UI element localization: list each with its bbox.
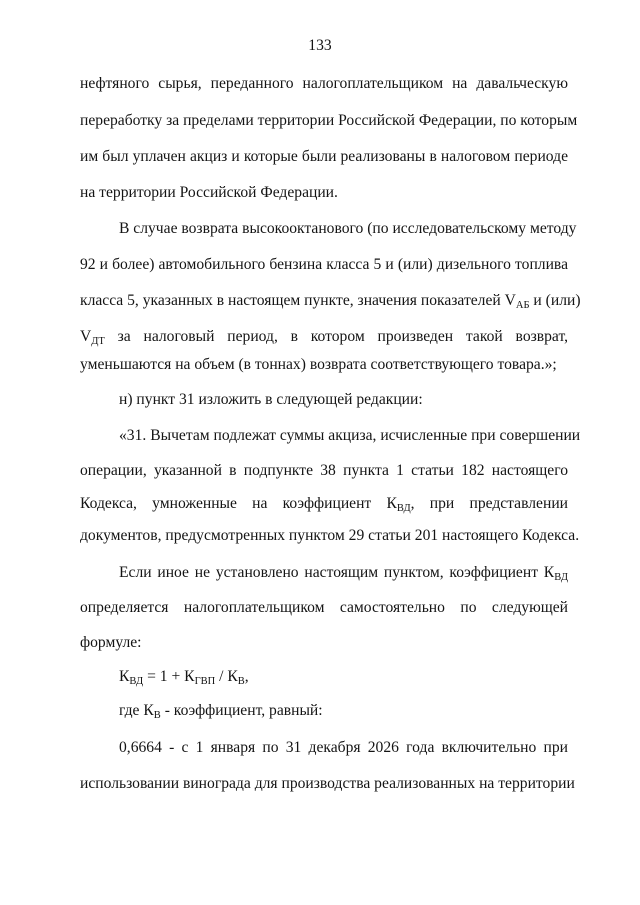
text-line xyxy=(80,291,581,311)
text-fragment: / К xyxy=(215,668,238,685)
text-line: документов, предусмотренных пунктом 29 статьи 201 настоящего Кодекса. xyxy=(80,527,580,544)
text-line: им был уплачен акциз и которые были реализованы в налоговом периоде xyxy=(80,148,568,165)
subscript: В xyxy=(153,710,161,721)
text-fragment: - коэффициент, равный: xyxy=(160,702,323,719)
paragraph-first-line xyxy=(119,701,568,721)
subscript: ВД xyxy=(129,676,144,687)
subscript: ВД xyxy=(396,503,411,514)
formula xyxy=(119,667,568,687)
subscript: АБ xyxy=(515,300,530,311)
text-fragment: V xyxy=(80,328,92,345)
text-fragment: за налоговый период, в котором произведен такой возврат, xyxy=(104,328,568,345)
text-line: уменьшаются на объем (в тоннах) возврата соответствующего товара.»; xyxy=(80,356,557,373)
text-fragment: Если иное не установлено настоящим пунктом, коэффициент К xyxy=(119,564,555,581)
text-line: операции, указанной в подпункте 38 пункта 1 статьи 182 настоящего xyxy=(80,462,568,479)
subscript: В xyxy=(237,676,245,687)
paragraph-first-line xyxy=(119,563,568,583)
paragraph-first-line: «31. Вычетам подлежат суммы акциза, исчисленные при совершении xyxy=(119,427,581,444)
text-line xyxy=(80,494,568,514)
text-fragment: , при представлении xyxy=(410,495,569,512)
text-fragment: класса 5, указанных в настоящем пункте, значения показателей V xyxy=(80,292,516,309)
text-fragment: К xyxy=(119,668,130,685)
text-line: переработку за пределами территории Российской Федерации, по которым xyxy=(80,112,578,129)
paragraph-first-line: н) пункт 31 изложить в следующей редакции: xyxy=(119,391,423,408)
text-fragment: = 1 + К xyxy=(143,668,195,685)
page-number: 133 xyxy=(308,37,332,54)
text-line xyxy=(80,327,568,347)
subscript: ДТ xyxy=(91,336,105,347)
text-line: использовании винограда для производства реализованных на территории xyxy=(80,775,575,792)
text-line: формуле: xyxy=(80,634,142,651)
text-fragment: , xyxy=(244,668,249,685)
subscript: ВД xyxy=(554,572,568,583)
text-fragment: Кодекса, умноженные на коэффициент К xyxy=(80,495,397,512)
text-fragment: и (или) xyxy=(529,292,581,309)
subscript: ГВП xyxy=(194,676,216,687)
text-fragment: где К xyxy=(119,702,154,719)
text-line: определяется налогоплательщиком самостоятельно по следующей xyxy=(80,599,568,616)
paragraph-first-line: В случае возврата высокооктанового (по исследовательскому методу xyxy=(119,220,577,237)
paragraph-first-line: 0,6664 - с 1 января по 31 декабря 2026 года включительно при xyxy=(119,739,568,756)
text-line: нефтяного сырья, переданного налогоплательщиком на давальческую xyxy=(80,75,568,92)
text-line: 92 и более) автомобильного бензина класса 5 и (или) дизельного топлива xyxy=(80,256,568,273)
text-line: на территории Российской Федерации. xyxy=(80,184,338,201)
